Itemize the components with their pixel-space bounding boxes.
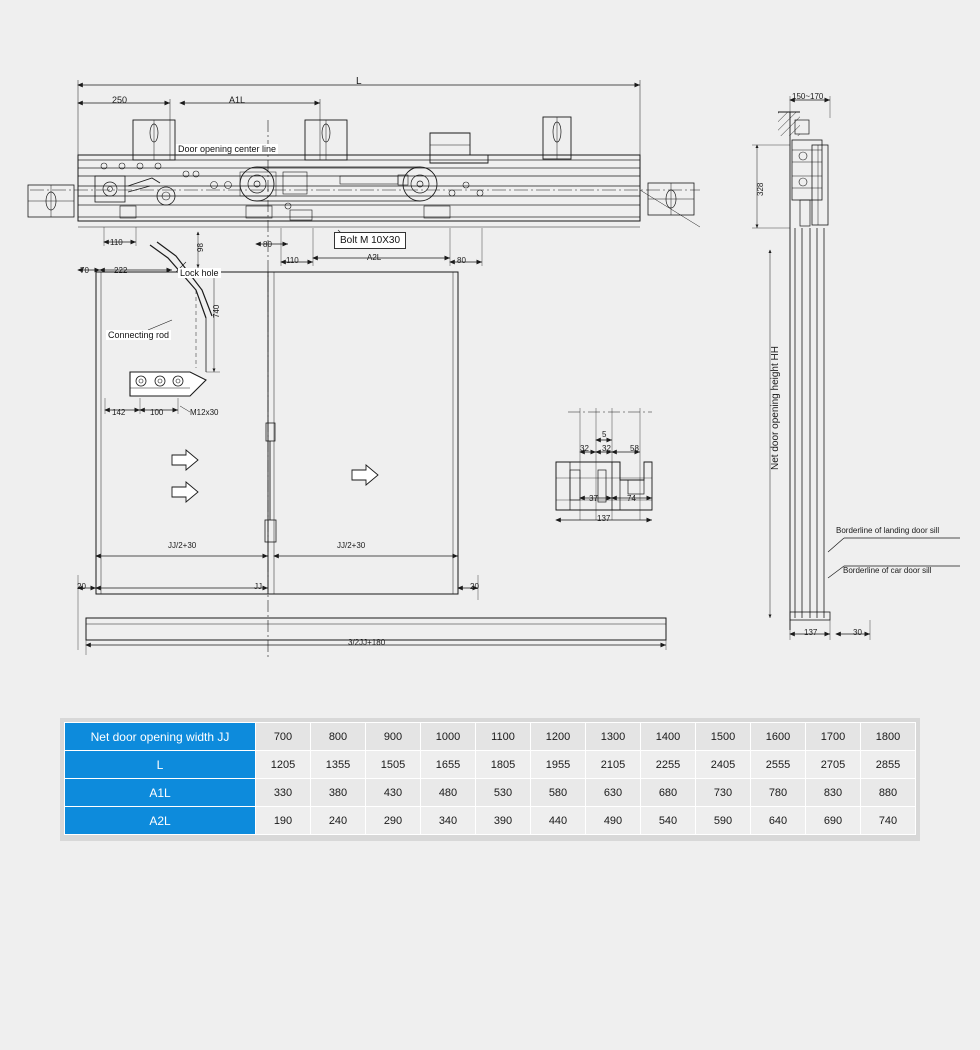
dim-110a-label: 110 <box>110 238 123 247</box>
cell: 900 <box>366 723 421 751</box>
cell: 640 <box>751 807 806 835</box>
dim-30-label: 30 <box>853 628 862 637</box>
cell: 490 <box>586 807 641 835</box>
detail-74-label: 74 <box>627 494 636 503</box>
row-header-jj: Net door opening width JJ <box>65 723 256 751</box>
cell: 1955 <box>531 751 586 779</box>
dim-100-label: 100 <box>150 408 164 417</box>
dim-328-label: 328 <box>756 182 765 196</box>
cell: 680 <box>641 779 696 807</box>
dim-20-right-label: 20 <box>470 582 479 591</box>
dim-137-bottom-label: 137 <box>804 628 818 637</box>
cell: 1600 <box>751 723 806 751</box>
net-height-label: Net door opening height HH <box>770 346 781 470</box>
detail-137-label: 137 <box>597 514 611 523</box>
connecting-rod-label: Connecting rod <box>108 330 170 340</box>
jj-half-left-label: JJ/2+30 <box>168 541 197 550</box>
cell: 430 <box>366 779 421 807</box>
cell: 1205 <box>256 751 311 779</box>
cell: 330 <box>256 779 311 807</box>
door-opening-center-line-label: Door opening center line <box>178 144 277 154</box>
cell: 1805 <box>476 751 531 779</box>
cell: 530 <box>476 779 531 807</box>
cell: 1800 <box>861 723 916 751</box>
cell: 440 <box>531 807 586 835</box>
dim-80b-label: 80 <box>457 256 466 265</box>
cell: 340 <box>421 807 476 835</box>
cell: 1655 <box>421 751 476 779</box>
row-header-a2l: A2L <box>65 807 256 835</box>
borderline-landing-label: Borderline of landing door sill <box>836 526 940 535</box>
jj-label: JJ <box>254 582 262 591</box>
cell: 540 <box>641 807 696 835</box>
dim-142-label: 142 <box>112 408 126 417</box>
cell: 690 <box>806 807 861 835</box>
table-row <box>65 779 916 807</box>
table-row <box>65 807 916 835</box>
dim-250-label: 250 <box>112 95 128 105</box>
jj-half-right-label: JJ/2+30 <box>337 541 366 550</box>
cell: 630 <box>586 779 641 807</box>
dim-80a-label: 80 <box>263 240 272 249</box>
table-row <box>65 751 916 779</box>
detail-5-label: 5 <box>602 430 607 439</box>
cell: 1300 <box>586 723 641 751</box>
cell: 380 <box>311 779 366 807</box>
dim-222-label: 222 <box>114 266 128 275</box>
cell: 700 <box>256 723 311 751</box>
dim-98-label: 98 <box>196 243 205 252</box>
cell: 1355 <box>311 751 366 779</box>
cell: 480 <box>421 779 476 807</box>
cell: 1100 <box>476 723 531 751</box>
cell: 800 <box>311 723 366 751</box>
cell: 2105 <box>586 751 641 779</box>
cell: 1500 <box>696 723 751 751</box>
cell: 190 <box>256 807 311 835</box>
cell: 1505 <box>366 751 421 779</box>
cell: 2405 <box>696 751 751 779</box>
dim-150-170-label: 150~170 <box>792 92 824 101</box>
cell: 1700 <box>806 723 861 751</box>
detail-32b-label: 32 <box>602 444 611 453</box>
detail-58-label: 58 <box>630 444 639 453</box>
spec-table-container <box>60 718 920 841</box>
cell: 780 <box>751 779 806 807</box>
dim-740-label: 740 <box>212 304 221 318</box>
dim-110b-label: 110 <box>286 256 299 265</box>
cell: 240 <box>311 807 366 835</box>
cell: 740 <box>861 807 916 835</box>
cell: 1400 <box>641 723 696 751</box>
bolt-callout: Bolt M 10X30 <box>334 232 406 249</box>
cell: 590 <box>696 807 751 835</box>
spec-table-body <box>65 723 916 835</box>
cell: 290 <box>366 807 421 835</box>
m12x30-label: M12x30 <box>190 408 219 417</box>
cell: 390 <box>476 807 531 835</box>
dim-20-left-label: 20 <box>77 582 86 591</box>
cell: 880 <box>861 779 916 807</box>
dim-a1l-label: A1L <box>229 95 246 105</box>
cell: 830 <box>806 779 861 807</box>
cell: 730 <box>696 779 751 807</box>
detail-32a-label: 32 <box>580 444 589 453</box>
cell: 2705 <box>806 751 861 779</box>
dim-70-label: 70 <box>80 266 89 275</box>
table-row <box>65 723 916 751</box>
row-header-a1l: A1L <box>65 779 256 807</box>
cell: 2855 <box>861 751 916 779</box>
cell: 1000 <box>421 723 476 751</box>
cell: 580 <box>531 779 586 807</box>
dim-l-label: L <box>356 76 362 87</box>
spec-table <box>64 722 916 835</box>
cell: 2555 <box>751 751 806 779</box>
lock-hole-label: Lock hole <box>180 268 219 278</box>
borderline-car-label: Borderline of car door sill <box>843 566 932 575</box>
sill-formula-label: 3/2JJ+180 <box>348 638 386 647</box>
cell: 1200 <box>531 723 586 751</box>
detail-37-label: 37 <box>589 494 598 503</box>
dim-a2l-label: A2L <box>367 253 382 262</box>
cell: 2255 <box>641 751 696 779</box>
row-header-l: L <box>65 751 256 779</box>
